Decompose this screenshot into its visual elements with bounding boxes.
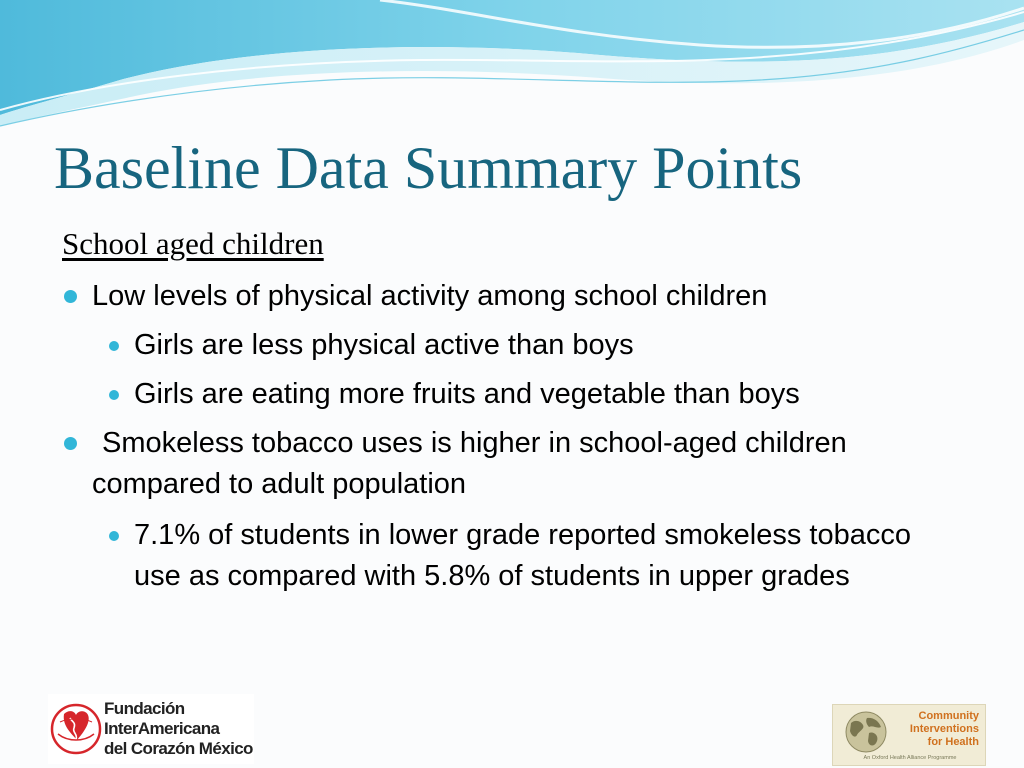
bullet-dot-icon	[109, 390, 119, 400]
list-item-text: 7.1% of students in lower grade reported smokeless tobacco use as compared with 5.8% of students in upper grades	[134, 519, 911, 592]
header-wave-decoration	[0, 0, 1024, 130]
fundacion-logo-line1: Fundación	[104, 699, 185, 718]
list-item	[134, 325, 934, 366]
cih-logo-line1: Community	[918, 710, 979, 722]
list-item	[92, 276, 912, 317]
globe-heart-icon	[50, 696, 102, 762]
cih-logo-line2: Interventions	[909, 723, 979, 735]
cih-logo-line3: for Health	[927, 736, 979, 748]
list-item-text: Girls are eating more fruits and vegetable than boys	[134, 378, 800, 410]
cih-logo-text	[910, 710, 979, 749]
list-item	[92, 423, 882, 505]
globe-icon	[839, 709, 893, 755]
fundacion-logo-line2: InterAmericana	[104, 719, 220, 738]
list-item-text: Low levels of physical activity among school children	[92, 280, 768, 312]
list-item-text: Smokeless tobacco uses is higher in school-aged children compared to adult population	[92, 427, 847, 500]
cih-logo-tagline: An Oxford Health Alliance Programme	[863, 755, 957, 761]
section-subheading: School aged children	[62, 226, 324, 261]
bullet-dot-icon	[64, 290, 77, 303]
slide-title: Baseline Data Summary Points	[54, 135, 803, 201]
bullet-dot-icon	[64, 437, 77, 450]
bullet-dot-icon	[109, 531, 119, 541]
fundacion-logo-text	[104, 699, 253, 759]
list-item	[134, 374, 934, 415]
cih-logo	[832, 704, 986, 766]
bullet-dot-icon	[109, 341, 119, 351]
list-item	[134, 515, 934, 597]
fundacion-logo	[48, 694, 254, 764]
fundacion-logo-line3: del Corazón México	[104, 739, 253, 758]
list-item-text: Girls are less physical active than boys	[134, 329, 634, 361]
